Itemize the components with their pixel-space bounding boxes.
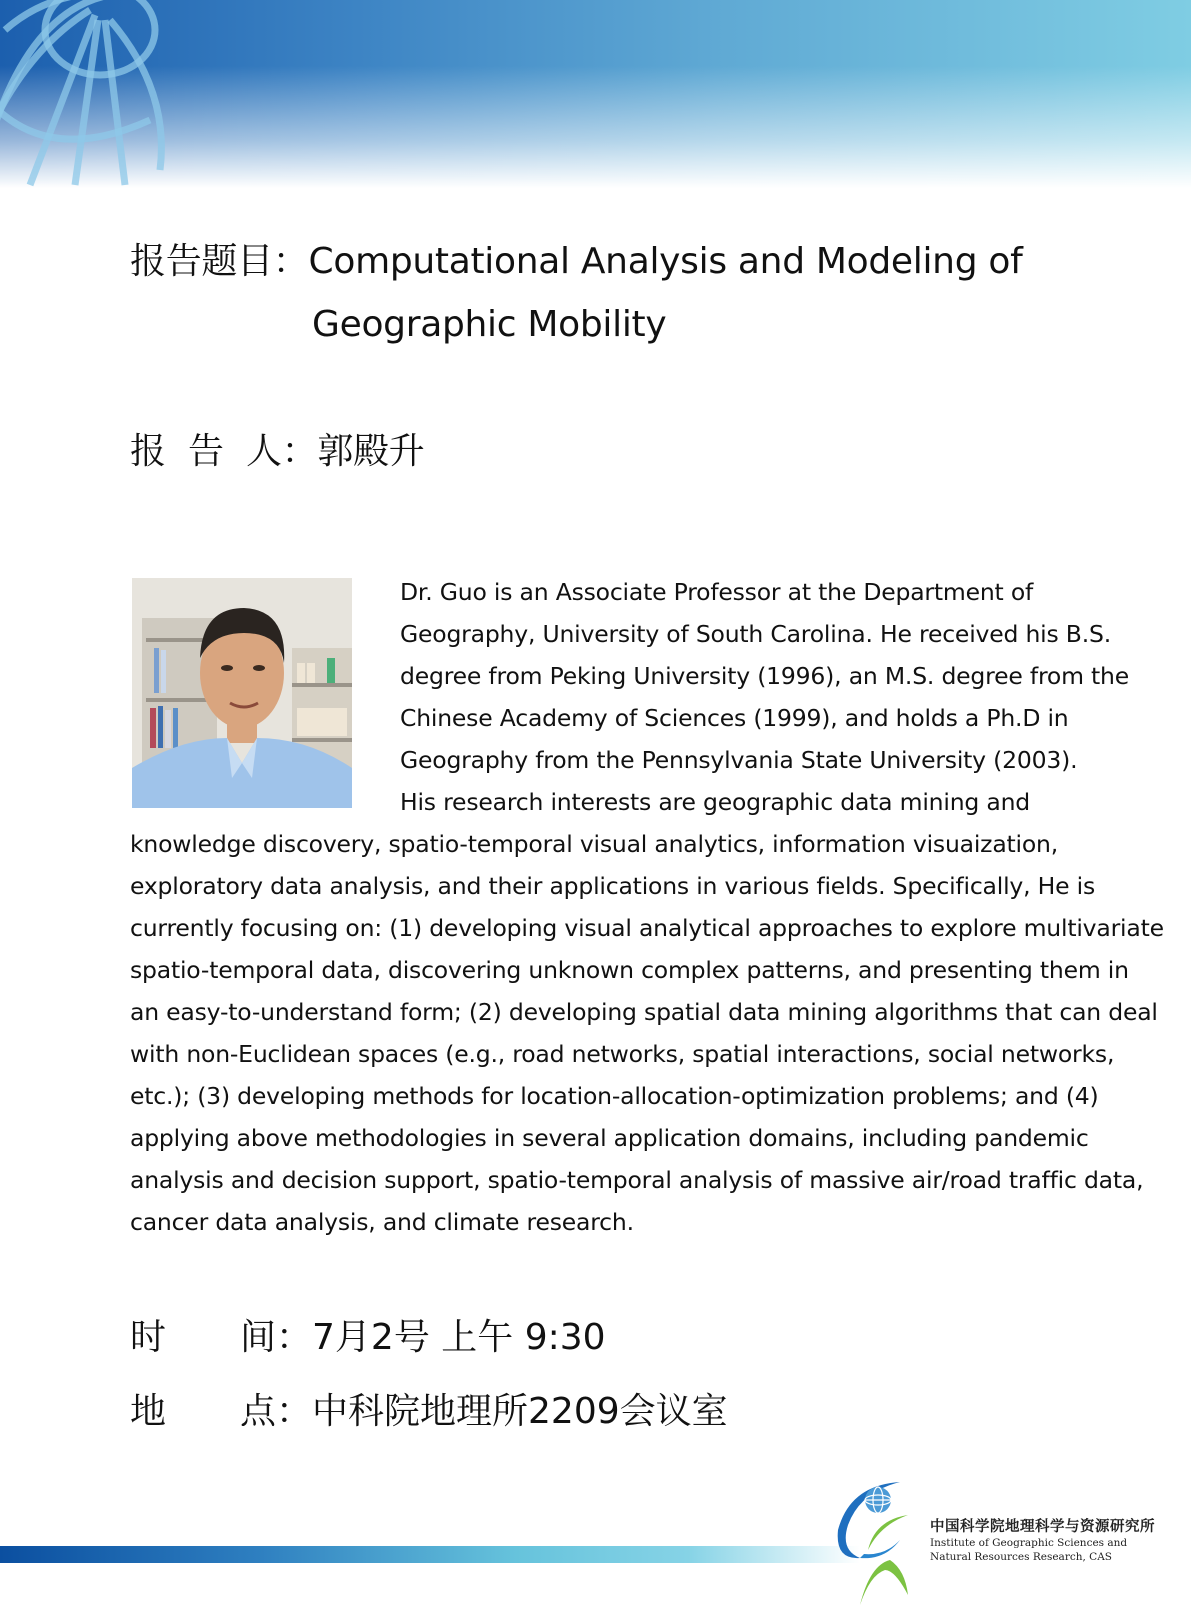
- header-banner: [0, 0, 1191, 188]
- bio-line: cancer data analysis, and climate research.: [130, 1208, 634, 1236]
- institute-name-en-line1: Institute of Geographic Sciences and: [930, 1537, 1128, 1549]
- bio-line: analysis and decision support, spatio-temporal analysis of massive air/road traffic data,: [130, 1166, 1144, 1194]
- bio-line: His research interests are geographic data mining and: [400, 788, 1030, 816]
- speaker-row: [130, 431, 425, 472]
- institute-logo: [830, 1470, 1191, 1610]
- bio-line: etc.); (3) developing methods for location-allocation-optimization problems; and (4): [130, 1082, 1099, 1110]
- title-label: 报告题目：: [130, 241, 309, 282]
- place-value: 中科院地理所2209会议室: [312, 1391, 728, 1432]
- time-label-1: 时: [130, 1317, 167, 1358]
- bio-line: Geography from the Pennsylvania State University (2003).: [400, 746, 1078, 774]
- bio-line: applying above methodologies in several application domains, including pandemic: [130, 1124, 1089, 1152]
- place-label-2: 点：: [240, 1391, 313, 1432]
- institute-logo-icon: [830, 1470, 930, 1610]
- speaker-name: 郭殿升: [317, 431, 425, 472]
- bio-line: Geography, University of South Carolina. He received his B.S.: [400, 620, 1111, 648]
- bio-line: currently focusing on: (1) developing visual analytical approaches to explore multivariate: [130, 914, 1164, 942]
- time-value: 7月2号 上午 9:30: [312, 1317, 606, 1358]
- footer-band: [0, 1546, 860, 1563]
- institute-name-en-line2: Natural Resources Research, CAS: [930, 1551, 1112, 1563]
- bio-line: Chinese Academy of Sciences (1999), and holds a Ph.D in: [400, 704, 1069, 732]
- place-label-1: 地: [130, 1391, 167, 1432]
- bio-line: degree from Peking University (1996), an M.S. degree from the: [400, 662, 1130, 690]
- time-label-2: 间：: [240, 1317, 313, 1358]
- place-row: [130, 1391, 728, 1432]
- talk-title-line2: Geographic Mobility: [312, 304, 667, 345]
- bio-line: spatio-temporal data, discovering unknown complex patterns, and presenting them in: [130, 956, 1129, 984]
- talk-title-row: [130, 241, 1023, 282]
- talk-title-line1: Computational Analysis and Modeling of: [308, 241, 1023, 282]
- bio-line: with non-Euclidean spaces (e.g., road networks, spatial interactions, social networks,: [130, 1040, 1115, 1068]
- bio-line: exploratory data analysis, and their applications in various fields. Specifically, He is: [130, 872, 1096, 900]
- time-row: [130, 1317, 606, 1358]
- institute-logo-text: [930, 1515, 1155, 1564]
- bio-line: an easy-to-understand form; (2) developing spatial data mining algorithms that can deal: [130, 998, 1158, 1026]
- speaker-bio: [130, 571, 1164, 1243]
- bio-line: knowledge discovery, spatio-temporal visual analytics, information visuaization,: [130, 830, 1059, 858]
- speaker-label: 报 告 人：: [130, 431, 318, 472]
- globe-icon: [0, 0, 220, 190]
- bio-line: Dr. Guo is an Associate Professor at the Department of: [400, 578, 1034, 606]
- institute-name-cn: 中国科学院地理科学与资源研究所: [930, 1518, 1155, 1535]
